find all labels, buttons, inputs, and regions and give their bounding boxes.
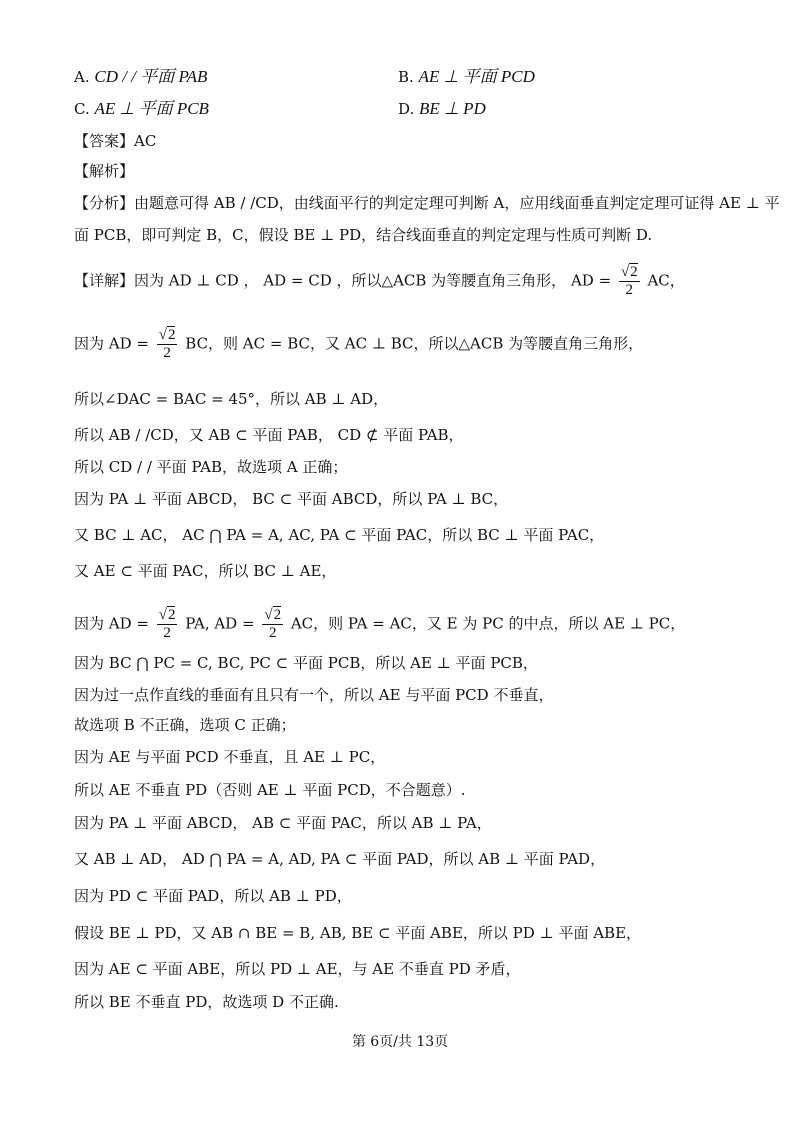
denominator: 2 xyxy=(268,625,277,641)
detail-line-1 xyxy=(74,264,740,299)
detail-line-13: 因为 AE 与平面 PCD 不垂直，且 AE ⊥ PC， xyxy=(74,748,386,766)
option-b-text: AE ⊥ 平面 PCD xyxy=(418,67,535,86)
radicand: 2 xyxy=(167,327,176,343)
radicand: 2 xyxy=(167,607,176,623)
analysis-heading: 【解析】 xyxy=(74,162,135,180)
detail-line-4: 所以 AB / /CD，又 AB ⊂ 平面 PAB， CD ⊄ 平面 PAB， xyxy=(74,426,464,444)
denominator: 2 xyxy=(163,345,171,361)
radicand: 2 xyxy=(630,264,638,280)
denominator: 2 xyxy=(625,282,634,298)
detail-line-12: 故选项 B 不正确，选项 C 正确； xyxy=(74,716,296,734)
option-a xyxy=(74,66,207,88)
sqrt2-over-2-fraction xyxy=(157,327,178,362)
answer: 【答案】AC xyxy=(74,132,157,150)
option-c-text: AE ⊥ 平面 PCB xyxy=(94,99,209,118)
detail-line-1-text-b: AC， xyxy=(647,271,685,290)
detail-line-6: 因为 PA ⊥ 平面 ABCD， BC ⊂ 平面 ABCD，所以 PA ⊥ BC， xyxy=(74,490,509,508)
option-a-label: A. xyxy=(74,68,90,86)
option-d-text: BE ⊥ PD xyxy=(419,99,486,118)
option-b-label: B. xyxy=(398,68,414,86)
detail-line-18: 假设 BE ⊥ PD，又 AB ∩ BE = B, AB, BE ⊂ 平面 ABE，所以 PD ⊥ 平面 ABE， xyxy=(74,924,642,942)
radical-sign: √ xyxy=(264,607,273,623)
option-d-label: D. xyxy=(398,100,415,118)
sqrt2-over-2-fraction xyxy=(262,607,283,642)
detail-line-15: 因为 PA ⊥ 平面 ABCD， AB ⊂ 平面 PAC，所以 AB ⊥ PA， xyxy=(74,814,492,832)
detail-line-3: 所以∠DAC = BAC = 45°，所以 AB ⊥ AD， xyxy=(74,390,389,408)
option-a-text: CD / / 平面 PAB xyxy=(94,67,208,86)
sqrt2-over-2-fraction xyxy=(619,264,640,299)
detail-line-9-text-c: AC，则 PA = AC，又 E 为 PC 的中点，所以 AE ⊥ PC， xyxy=(290,614,686,633)
radical-sign: √ xyxy=(158,327,167,343)
detail-line-1-text-a: 【详解】因为 AD ⊥ CD ， AD = CD ，所以△ACB 为等腰直角三角形， AD = xyxy=(74,271,612,290)
radical-sign: √ xyxy=(620,264,630,280)
denominator: 2 xyxy=(163,625,171,641)
detail-line-8: 又 AE ⊂ 平面 PAC，所以 BC ⊥ AE， xyxy=(74,562,337,580)
detail-line-2-text-a: 因为 AD = xyxy=(74,334,149,353)
analysis-line-2: 面 PCB，即可判定 B，C，假设 BE ⊥ PD，结合线面垂直的判定定理与性质可判断 D. xyxy=(74,226,653,244)
sqrt2-over-2-fraction xyxy=(157,607,178,642)
detail-line-17: 因为 PD ⊂ 平面 PAD，所以 AB ⊥ PD， xyxy=(74,887,352,905)
detail-line-10: 因为 BC ⋂ PC = C, BC, PC ⊂ 平面 PCB，所以 AE ⊥ 平面 PCB， xyxy=(74,654,538,672)
detail-line-14: 所以 AE 不垂直 PD（否则 AE ⊥ 平面 PCD，不合题意）. xyxy=(74,781,466,799)
option-c-label: C. xyxy=(74,100,90,118)
detail-line-19: 因为 AE ⊂ 平面 ABE，所以 PD ⊥ AE，与 AE 不垂直 PD 矛盾， xyxy=(74,960,521,978)
detail-line-9 xyxy=(74,607,740,642)
analysis-line-1: 【分析】由题意可得 AB / /CD，由线面平行的判定定理可判断 A，应用线面垂直判定定理可证得 AE ⊥ 平 xyxy=(74,194,780,212)
detail-line-9-text-b: PA, AD = xyxy=(185,614,255,633)
detail-line-9-text-a: 因为 AD = xyxy=(74,614,149,633)
detail-line-2-text-b: BC，则 AC = BC，又 AC ⊥ BC，所以△ACB 为等腰直角三角形， xyxy=(185,334,644,353)
detail-line-20: 所以 BE 不垂直 PD，故选项 D 不正确. xyxy=(74,993,339,1011)
option-c xyxy=(74,98,209,120)
option-b xyxy=(398,66,535,88)
radical-sign: √ xyxy=(158,607,167,623)
detail-line-5: 所以 CD / / 平面 PAB，故选项 A 正确； xyxy=(74,458,348,476)
detail-line-11: 因为过一点作直线的垂面有且只有一个，所以 AE 与平面 PCD 不垂直， xyxy=(74,686,554,704)
page-footer: 第 6页/共 13页 xyxy=(351,1034,449,1050)
option-d xyxy=(398,98,486,120)
detail-line-16: 又 AB ⊥ AD， AD ⋂ PA = A, AD, PA ⊂ 平面 PAD，所以 AB ⊥ 平面 PAD， xyxy=(74,850,606,868)
radicand: 2 xyxy=(273,607,282,623)
detail-line-2 xyxy=(74,327,740,362)
detail-line-7: 又 BC ⊥ AC， AC ⋂ PA = A, AC, PA ⊂ 平面 PAC，所以 BC ⊥ 平面 PAC， xyxy=(74,526,605,544)
